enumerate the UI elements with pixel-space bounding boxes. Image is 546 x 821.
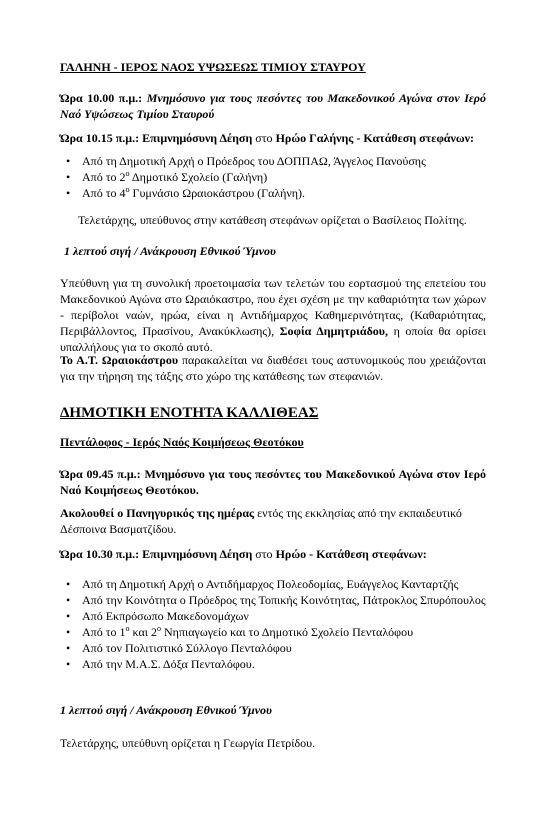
police-station-name: Το Α.Τ. Ωραιοκάστρου (60, 353, 179, 367)
bullet-icon: • (66, 593, 71, 607)
list-item: • Από το $2^o$ Δημοτικό Σχολείο (Γαλήνη) (66, 169, 268, 184)
list-item: • Από το $4^o$ Γυμνάσιο Ωραιοκάστρου (Γαλήνη). (66, 185, 306, 200)
responsibility-paragraph: Υπεύθυνη για τη συνολική προετοιμασία των τελετών του εορτασμού της επετείου του Μακεδονικού Αγώνα στο Ωραιόκαστρο, που έχει σχέση με την καθαριότητα των χώρων - περίβολοι ναών, ηρώα, είναι η Αντιδήμαρχος Καθημερινότητας, (Καθαριότητας, Περιβάλλοντος, Πρασίνου, Ανακύκλωσης), Σοφία Δημητριάδου, η οποία θα ορίσει υπαλλήλους για το σκοπό αυτό. (60, 276, 486, 354)
police-paragraph: Το Α.Τ. Ωραιοκάστρου παρακαλείται να διαθέσει τους αστυνομικούς που χρειάζονται για την τήρηση της τάξης στο χώρο της κατάθεσης των στεφανιών. (60, 353, 487, 383)
ceremony-master-text: Τελετάρχης, υπεύθυνη ορίζεται η Γεωργία Πετρίδου. (60, 736, 316, 750)
wreath-laying-paragraph (60, 546, 486, 562)
list-item: • Από την Μ.Α.Σ. Δόξα Πενταλόφου. (66, 657, 255, 671)
bullet-icon: • (66, 657, 71, 671)
section-heading-kallithea: ΔΗΜΟΤΙΚΗ ΕΝΟΤΗΤΑ ΚΑΛΛΙΘΕΑΣ (60, 405, 319, 421)
bullet-icon: • (66, 170, 71, 184)
list-item: • Από την Κοινότητα ο Πρόεδρος της Τοπικής Κοινότητας, Πάτροκλος Σπυρόπουλος (66, 593, 486, 607)
memorial-text: Μνημόσυνο για τους πεσόντες του Μακεδονικού Αγώνα στον Ιερό Ναό Υψώσεως Τιμίου Σταυρού (60, 91, 486, 121)
silence-anthem-text: 1 λεπτού σιγή / Ανάκρουση Εθνικού Ύμνου (64, 244, 276, 258)
time-label: Ώρα 10.15 π.μ.: Επιμνημόσυνη Δέηση (60, 131, 253, 145)
memorial-service-paragraph (60, 90, 486, 122)
bullet-icon: • (66, 641, 71, 655)
ceremony-master-text: Τελετάρχης, υπεύθυνος στην κατάθεση στεφάνων ορίζεται ο Βασίλειος Πολίτης. (78, 213, 467, 227)
wreath-laying-paragraph (60, 130, 486, 146)
time-label: Ώρα 10.00 π.μ.: (60, 91, 143, 105)
bullet-icon: • (66, 154, 71, 168)
bullet-icon: • (66, 609, 71, 623)
location-text: Ηρώο - Κατάθεση στεφάνων: (275, 547, 427, 561)
list-item: • Από τη Δημοτική Αρχή ο Πρόεδρος του ΔΟΠΠΑΩ, Άγγελος Πανούσης (66, 154, 426, 168)
subheading-pentalofos: Πεντάλοφος - Ιερός Ναός Κοιμήσεως Θεοτόκου (60, 435, 304, 449)
time-label: Ώρα 09.45 π.μ.: (60, 467, 141, 481)
memorial-text: Μνημόσυνο για τους πεσόντες του Μακεδονικού Αγώνα στον Ιερό Ναό Κοιμήσεως Θεοτόκου. (60, 467, 486, 497)
connector-text: στο (255, 131, 273, 145)
wreath-list-pentalofos (60, 576, 486, 672)
panegyric-paragraph: Ακολουθεί ο Πανηγυρικός της ημέρας εντός της εκκλησίας από την εκπαιδευτικό Δέσποινα Βασματζίδου. (60, 506, 462, 536)
list-item: • Από τον Πολιτιστικό Σύλλογο Πενταλόφου (66, 641, 292, 655)
panegyric-label: Ακολουθεί ο Πανηγυρικός της ημέρας (60, 506, 255, 520)
bullet-icon: • (66, 186, 71, 200)
list-item: • Από Εκπρόσωπο Μακεδονομάχων (66, 609, 249, 623)
wreath-list-galini (60, 153, 486, 201)
silence-anthem-text: 1 λεπτού σιγή / Ανάκρουση Εθνικού Ύμνου (60, 703, 272, 717)
official-name: Σοφία Δημητριάδου, (279, 324, 389, 338)
memorial-service-paragraph (60, 466, 486, 498)
bullet-icon: • (66, 625, 71, 639)
time-label: Ώρα 10.30 π.μ.: Επιμνημόσυνη Δέηση (60, 547, 253, 561)
section-heading-galini: ΓΑΛΗΝΗ - ΙΕΡΟΣ ΝΑΟΣ ΥΨΩΣΕΩΣ ΤΙΜΙΟΥ ΣΤΑΥΡΟΥ (60, 60, 366, 74)
list-item: • Από το $1^o$ και $2^o$ Νηπιαγωγείο και το Δημοτικό Σχολείο Πενταλόφου (66, 624, 414, 639)
connector-text: στο (255, 547, 273, 561)
list-item: • Από τη Δημοτική Αρχή ο Αντιδήμαρχος Πολεοδομίας, Ευάγγελος Κανταρτζής (66, 577, 459, 591)
location-text: Ηρώο Γαλήνης - Κατάθεση στεφάνων: (275, 131, 474, 145)
bullet-icon: • (66, 577, 71, 591)
